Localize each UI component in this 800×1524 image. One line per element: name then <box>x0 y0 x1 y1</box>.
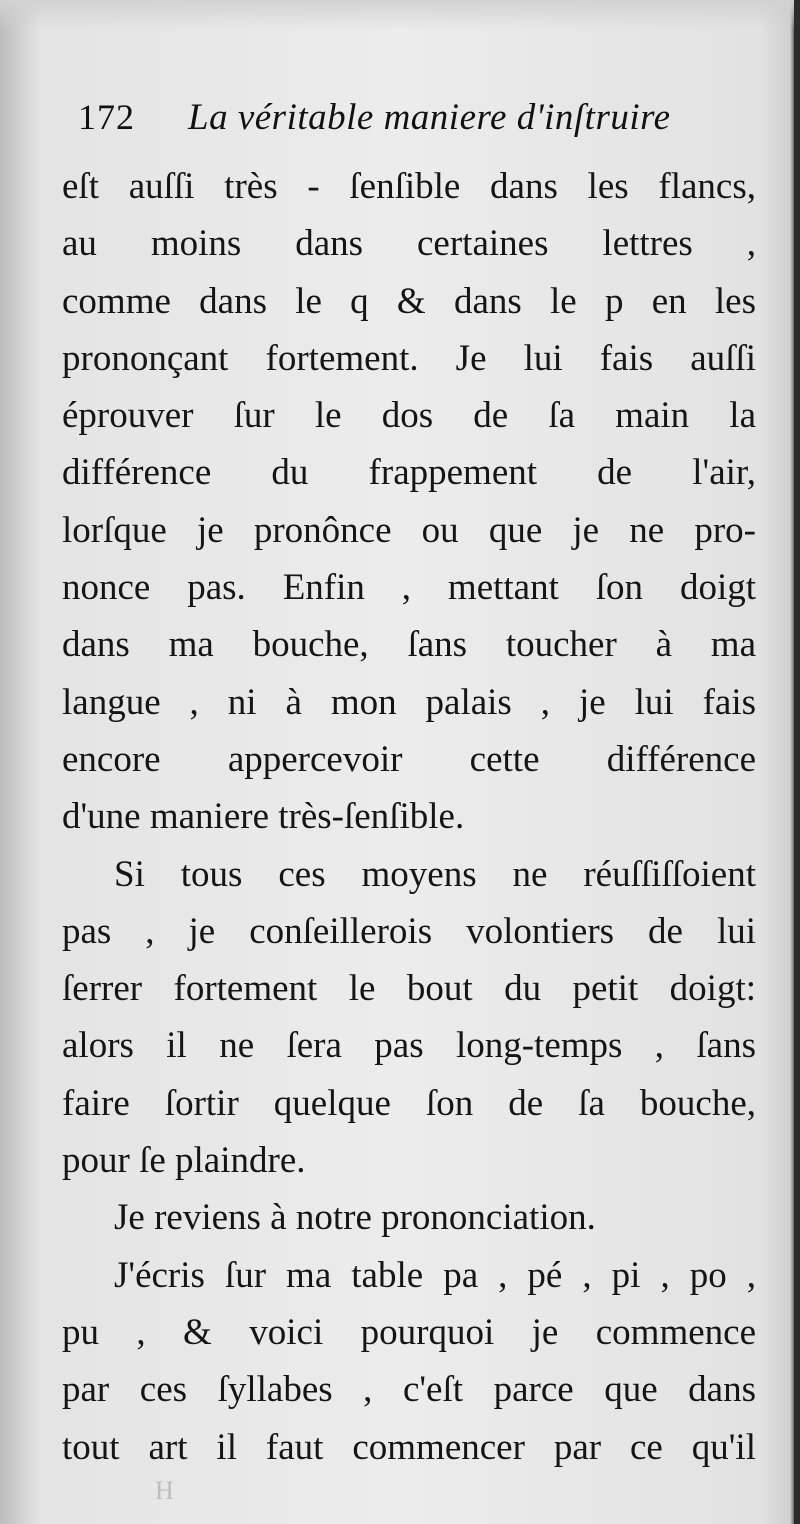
text-line: pu , & voici pourquoi je commence <box>62 1311 756 1353</box>
text-line: nonce pas. Enfin , mettant ſon doigt <box>62 567 756 609</box>
binding-edge <box>794 0 800 1524</box>
text-line: dans ma bouche, ſans toucher à ma <box>62 624 756 666</box>
text-line: encore appercevoir cette différence <box>62 738 756 780</box>
text-line: prononçant fortement. Je lui fais auſſi <box>62 337 756 379</box>
page-header <box>78 96 758 150</box>
text-line: pas , je conſeillerois volontiers de lui <box>62 910 756 952</box>
page-shadow <box>0 0 800 30</box>
text-line: faire ſortir quelque ſon de ſa bouche, <box>62 1082 756 1124</box>
body-text <box>62 158 756 1476</box>
paragraph-line: Je reviens à notre prononciation. <box>114 1197 596 1239</box>
paragraph-start-line: Si tous ces moyens ne réuſſiſſoient <box>114 853 756 895</box>
text-line: au moins dans certaines lettres , <box>62 223 756 265</box>
text-line: alors il ne ſera pas long-temps , ſans <box>62 1025 756 1067</box>
text-line: langue , ni à mon palais , je lui fais <box>62 681 756 723</box>
text-line: pour ſe plaindre. <box>62 1140 306 1182</box>
paragraph-start-line: J'écris ſur ma table pa , pé , pi , po , <box>114 1254 756 1296</box>
text-line: tout art il faut commencer par ce qu'il <box>62 1426 756 1468</box>
signature-mark: H <box>155 1476 180 1505</box>
text-line: ſerrer fortement le bout du petit doigt: <box>62 968 756 1010</box>
text-line: comme dans le q & dans le p en les <box>62 280 756 322</box>
text-line: lorſque je pronônce ou que je ne pro- <box>62 509 756 551</box>
text-line: par ces ſyllabes , c'eſt parce que dans <box>62 1369 756 1411</box>
text-line: différence du frappement de l'air, <box>62 452 756 494</box>
text-line: d'une maniere très-ſenſible. <box>62 796 465 838</box>
running-title: La véritable maniere d'inſtruire <box>188 97 671 138</box>
text-line: éprouver ſur le dos de ſa main la <box>62 395 756 437</box>
page-number: 172 <box>78 97 135 137</box>
text-line: eſt auſſi très - ſenſible dans les flancs, <box>62 166 756 207</box>
